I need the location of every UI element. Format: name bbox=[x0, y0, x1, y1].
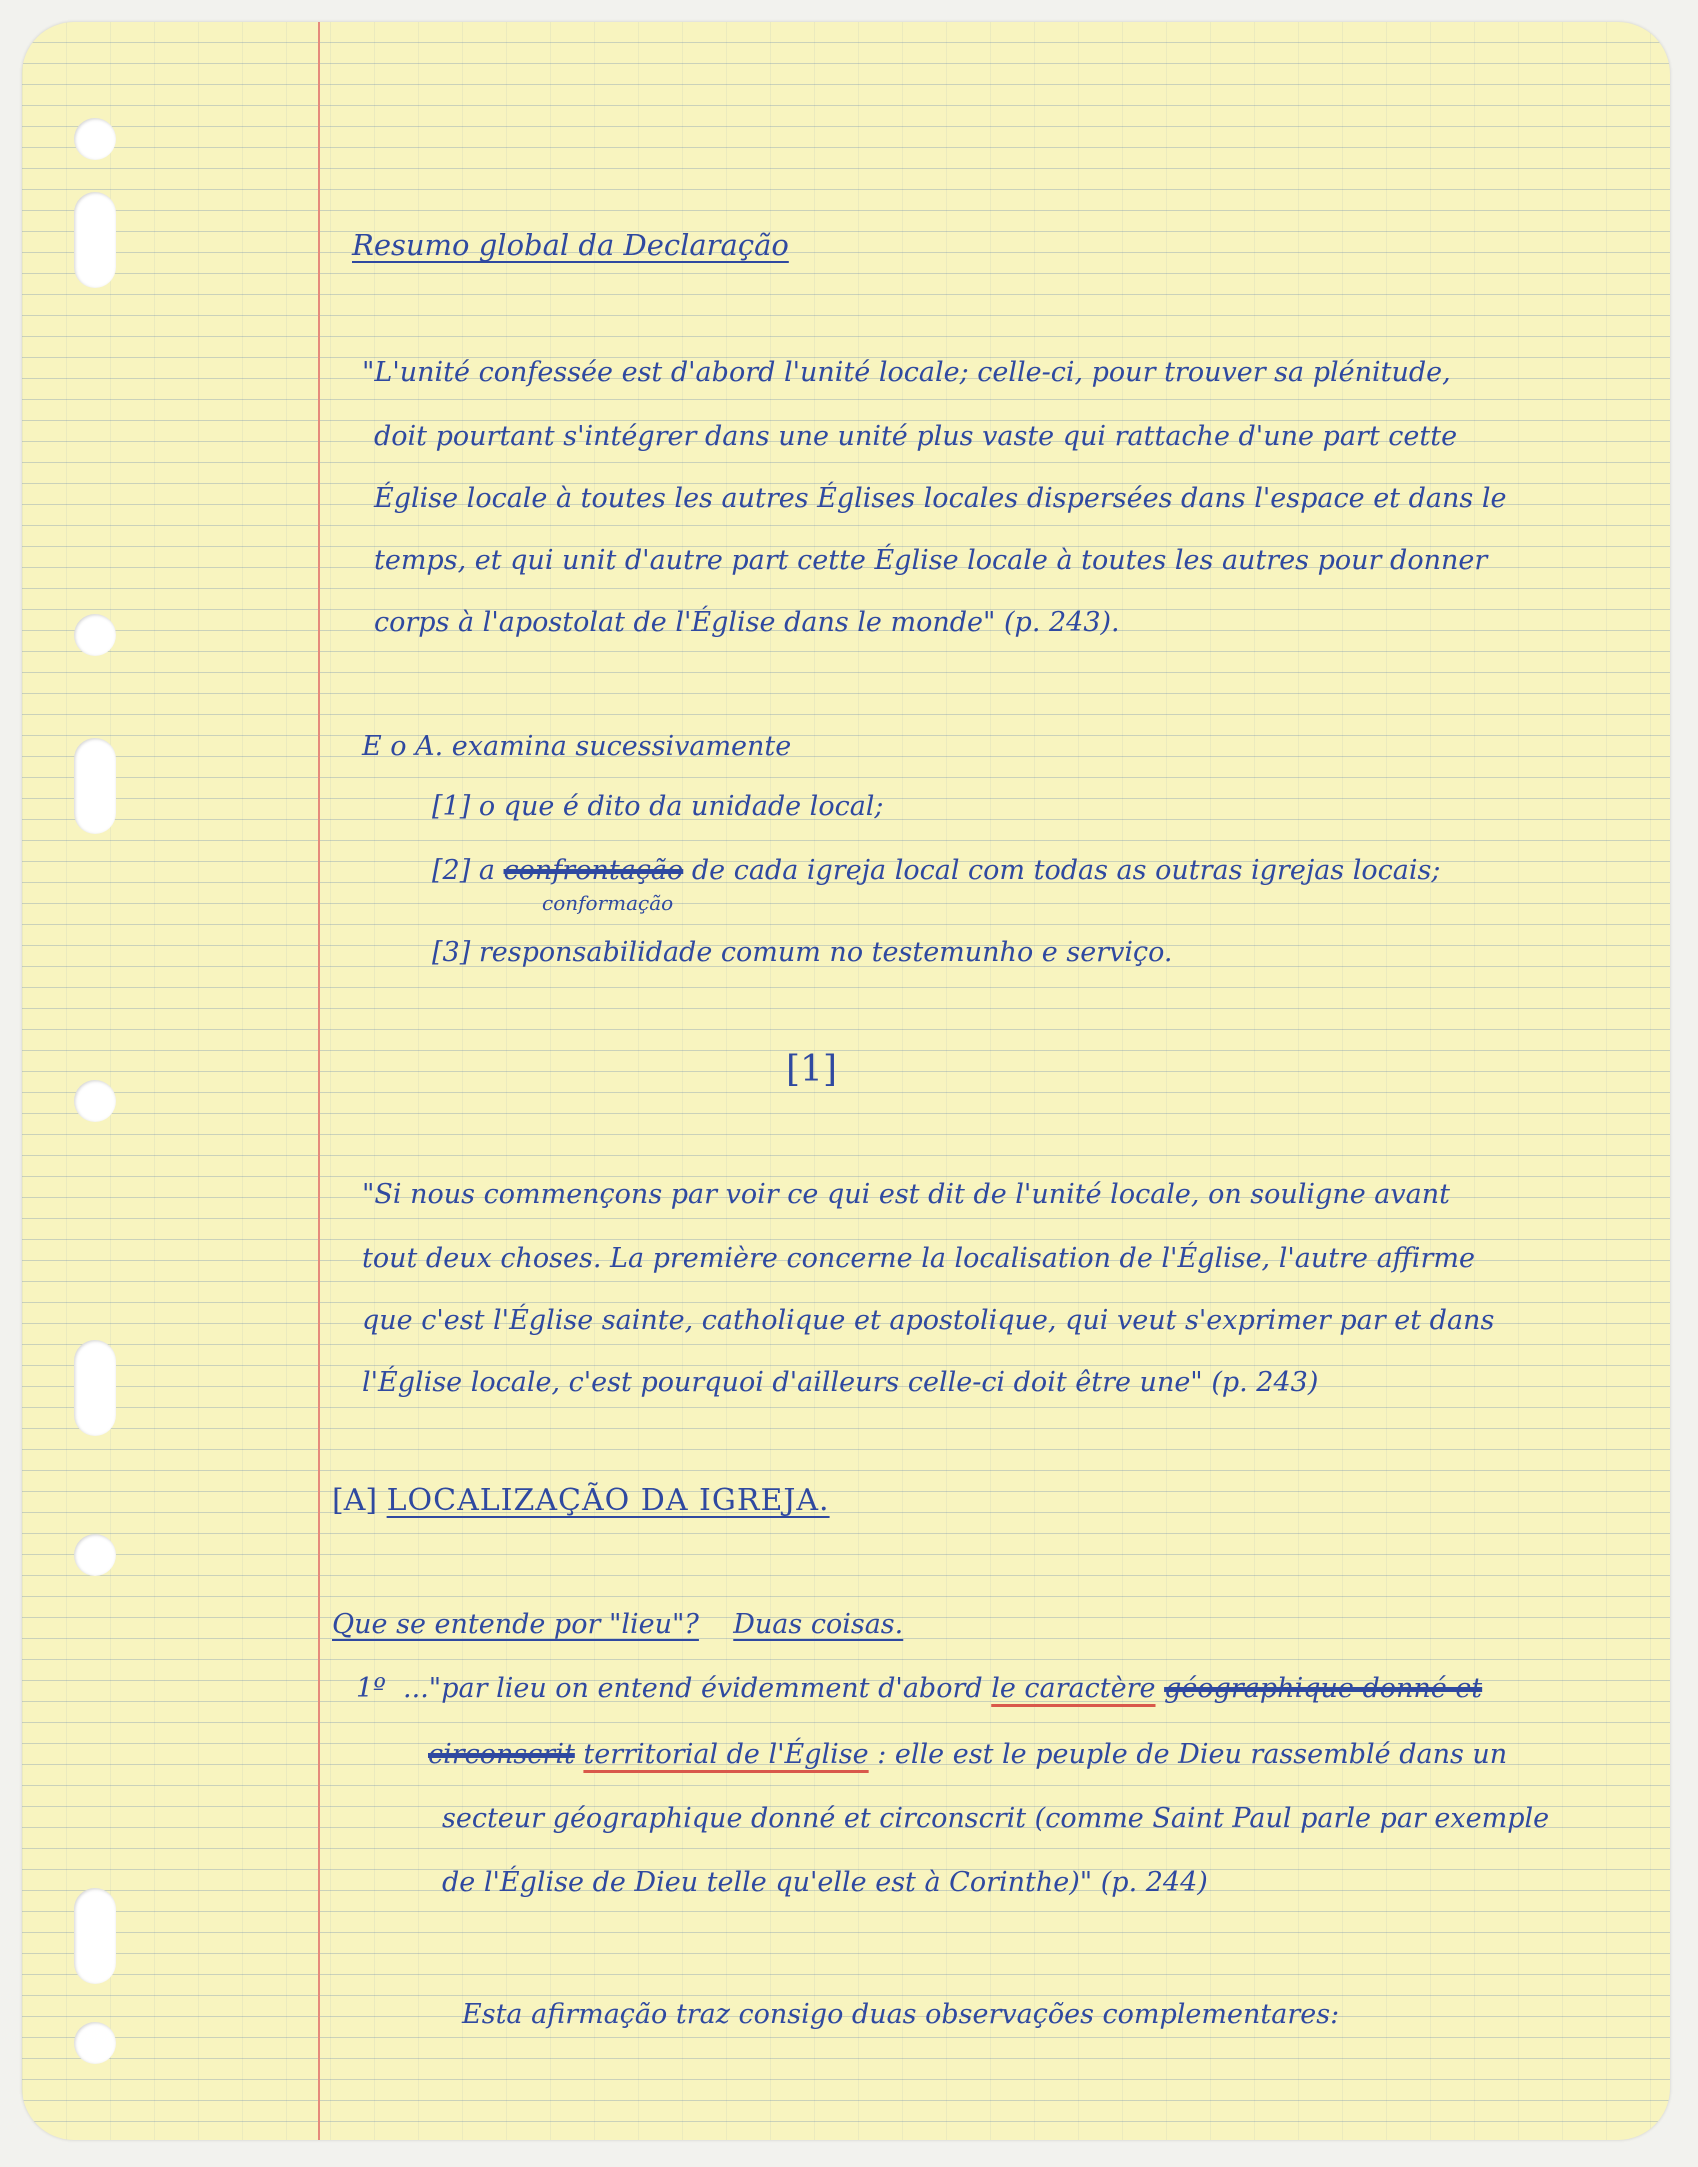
quote1-line-3: Église locale à toutes les autres Églises locales dispersées dans l'espace et dans le bbox=[374, 483, 1507, 514]
answer-text: Duas coisas. bbox=[733, 1609, 904, 1640]
binder-hole bbox=[74, 1534, 116, 1576]
point1-line-1 bbox=[356, 1674, 1482, 1704]
question-line bbox=[332, 1610, 903, 1640]
item-number: [2] bbox=[432, 855, 471, 886]
list-item bbox=[432, 792, 884, 822]
quote2-line-2: tout deux choses. La première concerne la localisation de l'Église, l'autre affirme bbox=[362, 1243, 1475, 1274]
question-text: Que se entende por "lieu"? bbox=[332, 1609, 699, 1640]
correction-note: conformação bbox=[542, 891, 674, 915]
quote2-line-3: que c'est l'Église sainte, catholique et apostolique, qui veut s'exprimer par et dans bbox=[362, 1305, 1495, 1336]
point-number: 1º bbox=[356, 1673, 386, 1704]
item-text: responsabilidade comum no testemunho e serviço. bbox=[478, 937, 1173, 968]
item-text: o que é dito da unidade local; bbox=[478, 791, 884, 822]
struck-word: confrontação bbox=[503, 855, 684, 886]
item-number: [1] bbox=[432, 791, 471, 822]
point1-line-4: de l'Église de Dieu telle qu'elle est à Corinthe)" (p. 244) bbox=[442, 1867, 1208, 1898]
section-marker: [1] bbox=[786, 1049, 837, 1090]
binder-slot bbox=[74, 738, 116, 834]
struck-word: circonscrit bbox=[428, 1739, 575, 1770]
binder-slot bbox=[74, 192, 116, 288]
point1-line-2 bbox=[428, 1740, 1507, 1770]
quote1-line-1: "L'unité confessée est d'abord l'unité locale; celle-ci, pour trouver sa plénitude, bbox=[362, 357, 1451, 388]
quote1-line-2: doit pourtant s'intégrer dans une unité plus vaste qui rattache d'une part cette bbox=[374, 421, 1458, 452]
list-item bbox=[432, 856, 1440, 886]
item-article: a bbox=[478, 855, 504, 886]
point1-line-3: secteur géographique donné et circonscrit (comme Saint Paul parle par exemple bbox=[442, 1803, 1550, 1834]
quote2-line-1: "Si nous commençons par voir ce qui est dit de l'unité locale, on souligne avant bbox=[362, 1179, 1450, 1210]
point1-text: : elle est le peuple de Dieu rassemblé dans un bbox=[877, 1739, 1508, 1770]
intro-line: E o A. examina sucessivamente bbox=[362, 731, 792, 762]
quote1-line-5: corps à l'apostolat de l'Église dans le monde" (p. 243). bbox=[374, 607, 1120, 638]
binder-hole bbox=[74, 614, 116, 656]
binder-slot bbox=[74, 1888, 116, 1984]
margin-line bbox=[318, 22, 320, 2140]
list-item bbox=[432, 938, 1172, 968]
binder-slot bbox=[74, 1340, 116, 1436]
binder-hole bbox=[74, 118, 116, 160]
binder-hole bbox=[74, 2022, 116, 2064]
quote2-line-4: l'Église locale, c'est pourquoi d'ailleurs celle-ci doit être une" (p. 243) bbox=[362, 1367, 1319, 1398]
heading-text: LOCALIZAÇÃO DA IGREJA. bbox=[386, 1483, 830, 1518]
point1-text: ..."par lieu on entend évidemment d'abord bbox=[403, 1673, 992, 1704]
binder-hole bbox=[74, 1080, 116, 1122]
notebook-page bbox=[22, 22, 1670, 2140]
struck-phrase: géographique donné et bbox=[1164, 1673, 1483, 1704]
highlighted-phrase: le caractère bbox=[991, 1673, 1156, 1704]
section-heading-a bbox=[332, 1484, 830, 1518]
closing-line: Esta afirmação traz consigo duas observações complementares: bbox=[462, 1999, 1340, 2030]
item-number: [3] bbox=[432, 937, 471, 968]
quote1-line-4: temps, et qui unit d'autre part cette Église locale à toutes les autres pour donner bbox=[374, 545, 1488, 576]
page-title: Resumo global da Declaração bbox=[352, 228, 789, 262]
item-text: de cada igreja local com todas as outras igrejas locais; bbox=[683, 855, 1441, 886]
highlighted-phrase: territorial de l'Église bbox=[583, 1739, 869, 1770]
heading-label: [A] bbox=[332, 1483, 378, 1518]
